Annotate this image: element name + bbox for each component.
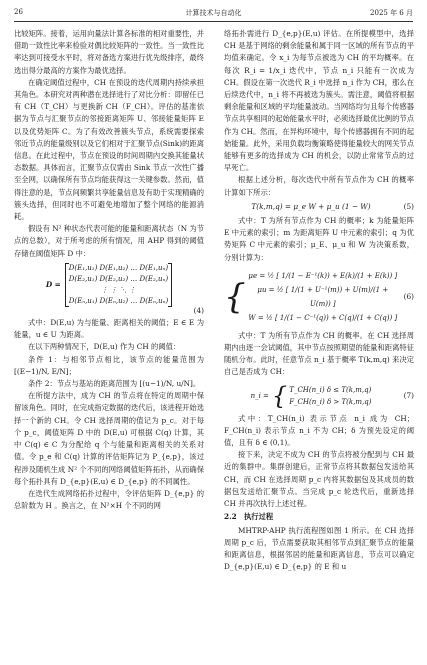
threshold-matrix-equation [14,263,204,307]
paragraph: 接下来，决定不成为 CH 的节点将被分配到与 CH 最近的集群中。集群创建后，正常节点将其数据包发送给其 CH，而 CH 在选择周期 p_c 内将其数据包及其成员的数据包发送给汇聚节点。当完成 p_c 轮迭代后，重新选择 CH 并再次执行上述过程。 [224,450,414,509]
equation-line: W = ½ [ 1/(1 − C⁻¹(q)) + C(q)/(1 + C(q)) ] [248,313,398,322]
equation-line: F_CH(n_i) δ > T(k,m,q) [289,397,372,406]
paragraph: 在迭代生成网络拓扑过程中，令评估矩阵 D_{e,p} 的总阶数为 H 。换言之，在 N²×H 个不同的网 [14,488,204,511]
section-heading: 2.2 执行过程 [224,512,274,522]
matrix-row: D(E₁,u₁) D(E₁,u₂) … D(E₁,uₙ) [68,263,169,272]
paragraph: 根据上述分析，每次迭代中所有节点作为 CH 的概率计算如下所示： [224,175,414,197]
equation-number: (6) [403,291,414,301]
paragraph: 式中：T 为所有节点作为 CH 的概率。在 CH 选择周期内由逐一会试阈值，其中节点按照期望的能量和距离特征随机分布。此时，任意节点 n_i 基于概率 T(k,m,q) 来决定自己是否成为 CH： [224,330,414,377]
matrix-row: D(Eₙ,u₁) D(Eₙ,u₂) … D(Eₙ,uₙ) [68,296,169,305]
right-column [224,28,414,573]
equation-number: (4) [193,305,204,315]
equation-6 [224,266,414,328]
equation-5 [224,201,414,213]
condition-2: 条件 2：节点与基站的距离范围为 [(u−1)/N, u/N]。 [28,379,201,389]
paragraph: 比较矩阵。接着，运用向量法计算各标准的相对重要性，并借助一致性比率来检验对偶比较矩阵的一致性。当一致性比率达到可接受水平时，将对备选方案进行优先级排序，最终选出得分最高的方案作为最优选择。 [14,29,204,75]
equation-number: (5) [403,201,414,211]
equation-lhs: n_i = [250,391,269,400]
left-column [14,28,204,512]
issue-date: 2025 年 6 月 [370,9,413,17]
equation-number: (7) [403,390,414,400]
journal-title: 计算技术与自动化 [185,9,242,17]
header-rule [14,21,413,22]
matrix-body [65,263,172,307]
paragraph: 络拓扑需进行 D_{e,p}(E,u) 评估。在所提模型中，选择 CH 是基于网络的剩余能量和属于同一区域的所有节点的平均值来确定。令 x_i 为每节点被选为 CH 的平均概率。在每次 R_i = 1/x_i 迭代中，节点 n_i 只能有一次成为 CH。假设在第一次迭代 R_i 中选择 n_i 作为 CH，那么在后续迭代中，n_i 将不再被选为簇头。需注意，阈值将根据剩余能量和区域的平均能量波动。当网络均匀且每个传感器节点共享相同的起始能量水平时，必须选择最优比例的节点作为 CH。然而，在异构环境中，每个传感器拥有不同的起始能量。此外，采用负载均衡策略使得能量较大的网关节点能够有更多的选择成为 CH 的机会，以防止常常节点的过早死亡。 [224,29,414,173]
paragraph: 假设有 N² 种状态代表可能的能量和距离状态（N 为节点的总数），对于所考虑的所有情况，用 AHP 得到的阈值存储在阈值矩阵 D 中： [14,224,204,258]
paragraph: 式中：D(E,u) 为与能量、距离相关的阈值；E ∈ E 为能量，u ∈ U 为距离。 [14,318,204,340]
left-brace: { [271,381,288,410]
page-header [14,8,413,20]
matrix-row: D(E₂,u₁) D(E₂,u₂) … D(E₂,uₙ) [68,274,169,283]
left-brace: { [224,276,246,317]
paragraph: 在所提方法中，成为 CH 的节点将在特定的周期中保留该角色。同时，在完成指定数据的迭代后，该进程开始选择一个新的 CH。令 CH 选择周期的值记为 p_c。对于每个 p_c，阈值矩阵 D 中的 D(E,u) 可根据 C(q) 计算，其中 C(q) ∈ C 为分配给 q 个与能量和距离相关的关系对值。令 p_e 和 C(q) 计算的评估矩阵记为 P_{e,p}，该过程涉及随机生成 N² 个不同的网络阈值矩阵拓扑，从而确保每个拓扑具有 D_{e,p}(E,u) ∈ D_{e,p} 的不同属性。 [14,391,204,486]
condition-1: 条件 1：与相邻节点相比，该节点的能量范围为 [(E−1)/N, E/N]； [14,354,204,376]
matrix-label: D = [45,279,61,289]
paragraph: 式中：T_CH(n_i) 表示节点 n_i 成为 CH；F_CH(n_i) 表示节点 n_i 不为 CH；δ 为预先设定的阈值，且有 δ ∈ (0,1)。 [224,413,414,448]
equation-7 [224,381,414,411]
equation-line: μe = ½ [ 1/(1 − E⁻¹(k)) + E(k)/(1 + E(k)) ] [248,271,398,280]
paragraph: 式中：T 为所有节点作为 CH 的概率；k 为能量矩阵 E 中元素的索引；m 为距离矩阵 U 中元素的索引；q 为优势矩阵 C 中元素的索引；μ_E、μ_u 和 W 为决策系数，分别计算为： [224,216,414,262]
equation-system [224,269,398,325]
matrix-row: ⋮ ⋮ ⋱ ⋮ [101,285,136,294]
equation-body: T(k,m,q) = μ_e W + μ_u (1 − W) [251,201,371,211]
equation-line: μu = ½ [ 1/(1 + U⁻¹(m)) + U(m)/(1 + U(m)) ] [257,285,389,308]
paragraph: MHTRP-AHP 执行流程图如图 1 所示。在 CH 选择周期 p_c 后，节点需要获取其相邻节点到汇聚节点的能量和距离信息，根据邻居的能量和距离信息，节点可以确定 D_{e,p}(E,u) ∈ D_{e,p} 的 E 和 u [224,525,414,572]
page-number: 26 [14,8,23,16]
equation-line: T_CH(n_i) δ ≤ T(k,m,q) [289,385,372,394]
paragraph: 在以下两种情况下，D(E,u) 作为 CH 的阈值： [28,342,181,352]
paragraph: 在确定阈值过程中，CH 在预设的迭代周期内持续承担其角色。本研究对两种潜在选择进行了对比分析：即留任已有 CH（T_CH）与更换新 CH（F_CH）。评估的基准依据为节点与汇聚节点的邻接距离矩阵 U、邻接能量矩阵 E 以及优势矩阵 C。为了有效改善簇头节点，系统需要探索邻近节点的能量级别以及它们相对于汇聚节点(Sink)的距离信息。在此过程中，节点在预设的时间周期内交换其能量状态数据。具体而言，汇聚节点仅需由 Sink 节点一次性广播至全网，以确保所有节点均能获得这一关键参数。然而，值得注意的是，节点间频繁共享能量信息及有助于实现精确的簇头选择，但同时也不可避免地增加了整个网络的能源消耗。 [14,77,204,222]
